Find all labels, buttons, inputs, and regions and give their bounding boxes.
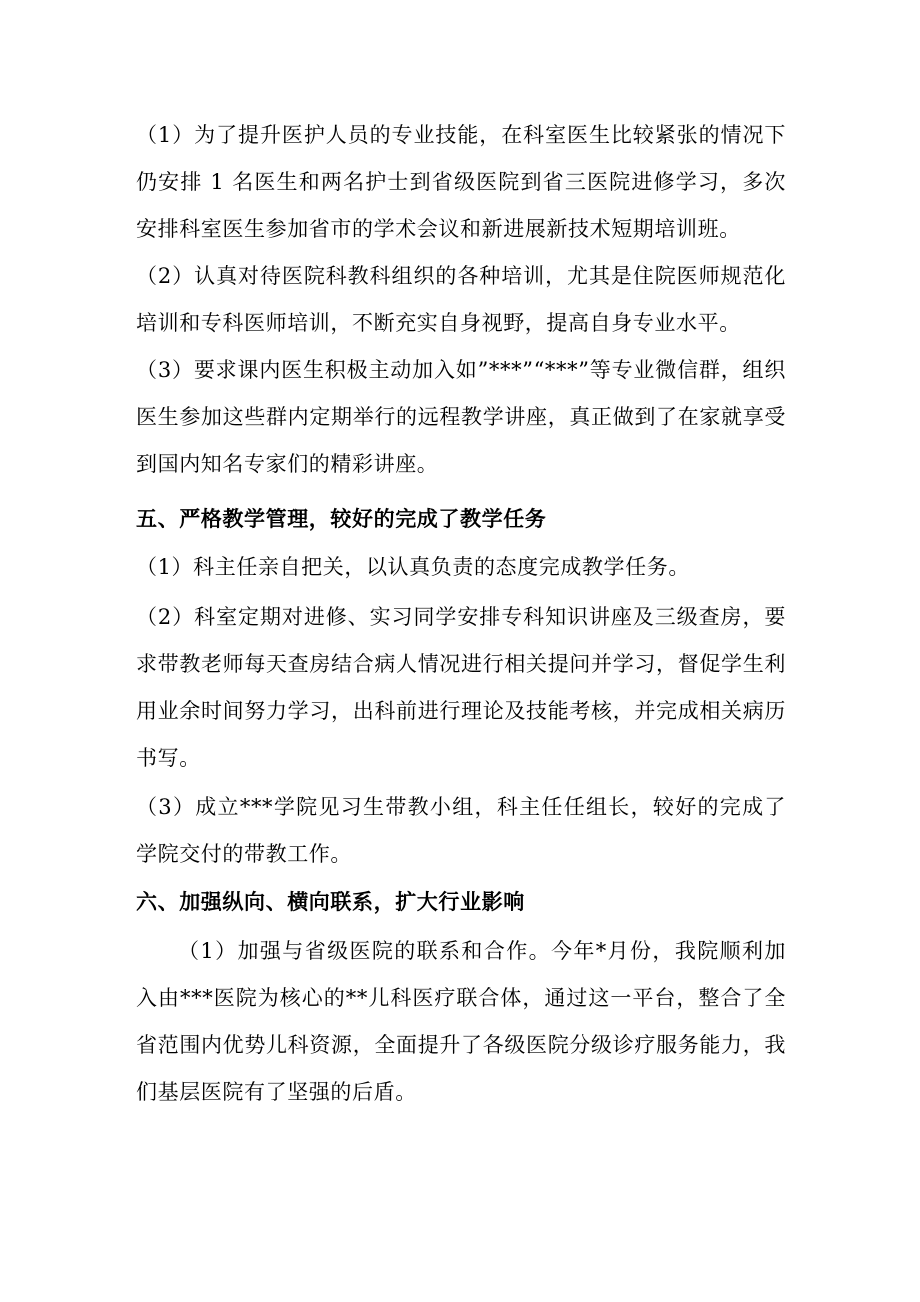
paragraph-teaching-group: （3）成立***学院见习生带教小组，科主任任组长，较好的完成了学院交付的带教工作。 <box>136 795 786 866</box>
paragraph-director-oversight: （1）科主任亲自把关，以认真负责的态度完成教学任务。 <box>136 555 690 579</box>
paragraph-training-staff: （1）为了提升医护人员的专业技能，在科室医生比较紧张的情况下仍安排 1 名医生和两名护士到省级医院到省三医院进修学习，多次安排科室医生参加省市的学术会议和新进展新技术短期培训班。 <box>136 123 786 241</box>
paragraph-hospital-training: （2）认真对待医院科教科组织的各种培训，尤其是住院医师规范化培训和专科医师培训，不断充实自身视野，提高自身专业水平。 <box>136 264 786 335</box>
paragraph-provincial-cooperation: （1）加强与省级医院的联系和合作。今年*月份，我院顺利加入由***医院为核心的**儿科医疗联合体，通过这一平台，整合了全省范围内优势儿科资源，全面提升了各级医院分级诊疗服务能力，我们基层医院有了坚强的后盾。 <box>136 939 786 1104</box>
paragraph-wechat-groups: （3）要求课内医生积极主动加入如”***”“***”等专业微信群，组织医生参加这些群内定期举行的远程教学讲座，真正做到了在家就享受到国内知名专家们的精彩讲座。 <box>136 358 786 476</box>
section-heading-five: 五、严格教学管理，较好的完成了教学任务 <box>136 507 547 531</box>
paragraph-regular-lectures: （2）科室定期对进修、实习同学安排专科知识讲座及三级查房，要求带教老师每天查房结合病人情况进行相关提问并学习，督促学生利用业余时间努力学习，出科前进行理论及技能考核，并完成相关病历书写。 <box>136 605 786 770</box>
section-heading-six: 六、加强纵向、横向联系，扩大行业影响 <box>136 890 525 914</box>
